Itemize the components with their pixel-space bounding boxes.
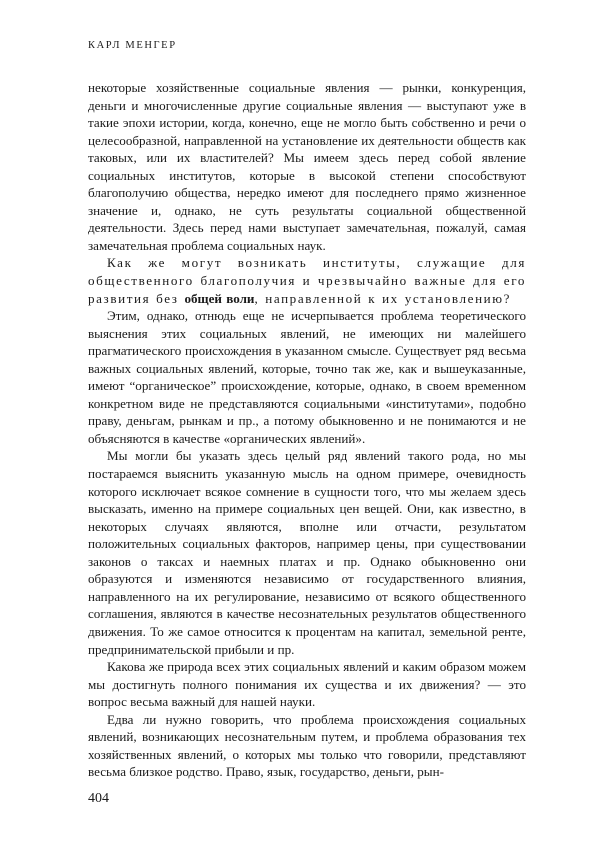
paragraph: Этим, однако, отнюдь еще не исчерпывается проблема теоретического выяснения этих социальных явлений, не имеющих ни малейшего прагматического происхождения в указанном смысле. Существует ряд весьма важных социальных явлений, которые, точно так же, как и вышеуказанные, имеют “органическое” происхождение, которые, однако, в своем временном конкретном виде не представляются социальными «институтами», подобно праву, деньгам, рынкам и пр., а потому обыкновенно и не понимаются и не объясняются в качестве «органических явлений». xyxy=(88,308,526,446)
paragraph-spaced-question xyxy=(88,254,526,307)
question-text-start: Как же могут возникать институты, служащие для общественного благополучия и чрезвычайно важные для его развития без xyxy=(88,255,526,306)
question-bold-term: общей воли xyxy=(184,290,255,306)
main-text xyxy=(88,79,526,781)
page-number: 404 xyxy=(88,791,109,806)
paragraph-continued: некоторые хозяйственные социальные явления — рынки, конкуренция, деньги и многочисленные другие социальные явления — выступают уже в такие эпохи истории, когда, конечно, еще не могло быть собственно и речи о целесообразной, направленной на установление их деятельности обществ как таковых, или их властителей? Мы имеем здесь перед собой явление социальных институтов, которые в высокой степени способствуют благополучию общества, нередко имеют для последнего прямо жизненное значение и, однако, не суть результаты социальной общественной деятельности. Здесь перед нами выступает замечательная, пожалуй, самая замечательная проблема социальных наук. xyxy=(88,80,526,253)
paragraph: Едва ли нужно говорить, что проблема происхождения социальных явлений, возникающих несознательным путем, и проблема образования тех хозяйственных явлений, о которых мы только что говорили, представляют весьма близкое родство. Право, язык, государство, деньги, рын- xyxy=(88,711,526,780)
paragraph: Мы могли бы указать здесь целый ряд явлений такого рода, но мы постараемся выяснить указанную мысль на одном примере, очевидность которого исключает всякое сомнение в сущности того, что мы желаем здесь высказать, именно на примере социальных цен вещей. Они, как известно, в некоторых случаях являются, вполне или отчасти, результатом положительных социальных факторов, например цены, при существовании законов о таксах и наемных платах и пр. Однако обыкновенно они образуются и изменяются независимо от государственного влияния, направленного на их регулирование, независимо от всякого общественного соглашения, являются в качестве несознательных результатов общественного движения. То же самое относится к процентам на капитал, земельной ренте, предпринимательской прибыли и пр. xyxy=(88,448,526,657)
paragraph: Какова же природа всех этих социальных явлений и каким образом можем мы достигнуть полного понимания их существа и их движения? — это вопрос весьма важный для нашей науки. xyxy=(88,659,526,710)
question-text-end: , направленной к их установлению? xyxy=(254,290,512,306)
running-head: КАРЛ МЕНГЕР xyxy=(88,40,177,51)
